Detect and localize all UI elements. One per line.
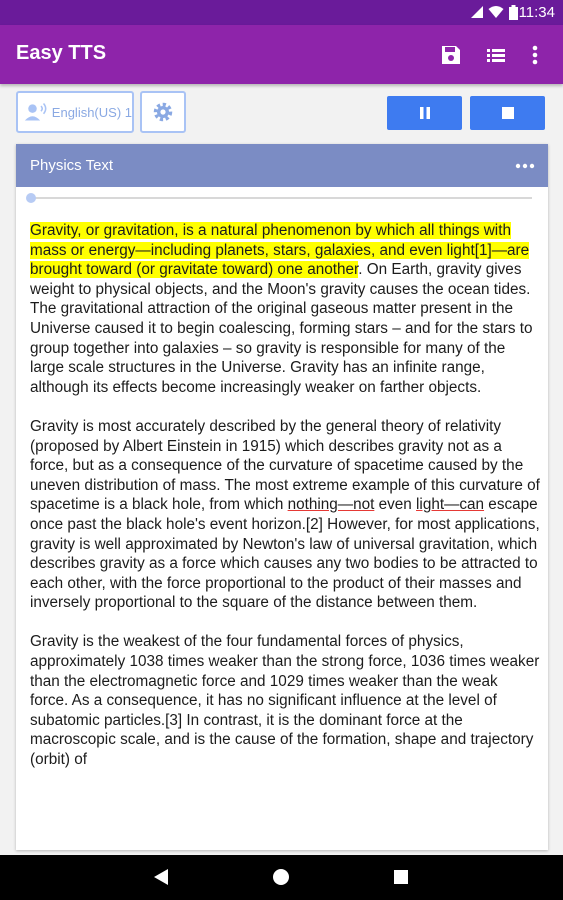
playback-progress-track[interactable] <box>30 197 532 199</box>
card-header <box>16 144 548 187</box>
voice-icon <box>24 100 48 124</box>
pause-button[interactable] <box>387 96 462 130</box>
reading-highlight: Gravity, or gravitation, is a natural phenomenon by which all things with mass or energy—including planets, stars, galaxies, and even light[1]—are brought toward (or gravitate toward) one another <box>30 222 530 279</box>
back-icon[interactable] <box>152 867 170 887</box>
playback-progress-thumb[interactable] <box>26 193 36 203</box>
spellcheck-underline: light—can <box>416 496 485 514</box>
more-vert-icon[interactable] <box>521 41 549 69</box>
text-body[interactable] <box>30 221 540 789</box>
stop-button[interactable] <box>470 96 545 130</box>
card-title: Physics Text <box>30 157 114 174</box>
paragraph: Gravity, or gravitation, is a natural phenomenon by which all things with mass or energy—including planets, stars, galaxies, and even light[1]—are brought toward (or gravitate toward) one another. On Earth, gravity gives weight to physical objects, and the Moon's gravity causes the ocean tides. The gravitational attraction of the original gaseous matter present in the Universe caused it to begin coalescing, forming stars – and for the stars to group together into galaxies – so gravity is responsible for many of the large scale structures in the Universe. Gravity has an infinite range, although its effects become increasingly weaker on farther objects. <box>30 222 533 396</box>
voice-label: English(US) 1 <box>51 104 132 120</box>
spellcheck-underline: nothing—not <box>287 496 375 514</box>
list-icon[interactable] <box>482 41 510 69</box>
save-icon[interactable] <box>437 41 465 69</box>
paragraph: Gravity is the weakest of the four fundamental forces of physics, approximately 1038 times weaker than the strong force, 1036 times weaker than the electromagnetic force and 1029 times weaker than the weak force. As a consequence, it has no significant influence at the level of subatomic particles.[3] In contrast, it is the dominant force at the macroscopic scale, and is the cause of the formation, shape and trajectory (orbit) of <box>30 633 540 769</box>
battery-icon <box>509 5 518 20</box>
status-bar <box>0 0 563 25</box>
recents-icon[interactable] <box>392 867 410 887</box>
app-title: Easy TTS <box>16 42 107 64</box>
settings-button[interactable] <box>140 91 186 133</box>
stop-icon <box>502 107 514 119</box>
wifi-icon <box>488 5 504 19</box>
navigation-bar <box>0 855 563 900</box>
status-time: 11:34 <box>518 4 555 21</box>
text-card <box>16 144 548 850</box>
voice-select-button[interactable] <box>16 91 134 133</box>
pause-icon <box>418 106 432 120</box>
more-horiz-icon[interactable] <box>514 156 536 176</box>
home-icon[interactable] <box>271 867 291 887</box>
gear-icon <box>151 100 175 124</box>
signal-icon <box>470 5 484 19</box>
paragraph: Gravity is most accurately described by the general theory of relativity (proposed by Albert Einstein in 1915) which describes gravity not as a force, but as a consequence of the curvature of spacetime caused by the uneven distribution of mass. The most extreme example of this curvature of spacetime is a black hole, from which nothing—not even light—can escape once past the black hole's event horizon.[2] However, for most applications, gravity is well approximated by Newton's law of universal gravitation, which describes gravity as a force which causes any two bodies to be attracted to each other, with the force proportional to the product of their masses and inversely proportional to the square of the distance between them. <box>30 417 540 612</box>
app-bar <box>0 25 563 84</box>
